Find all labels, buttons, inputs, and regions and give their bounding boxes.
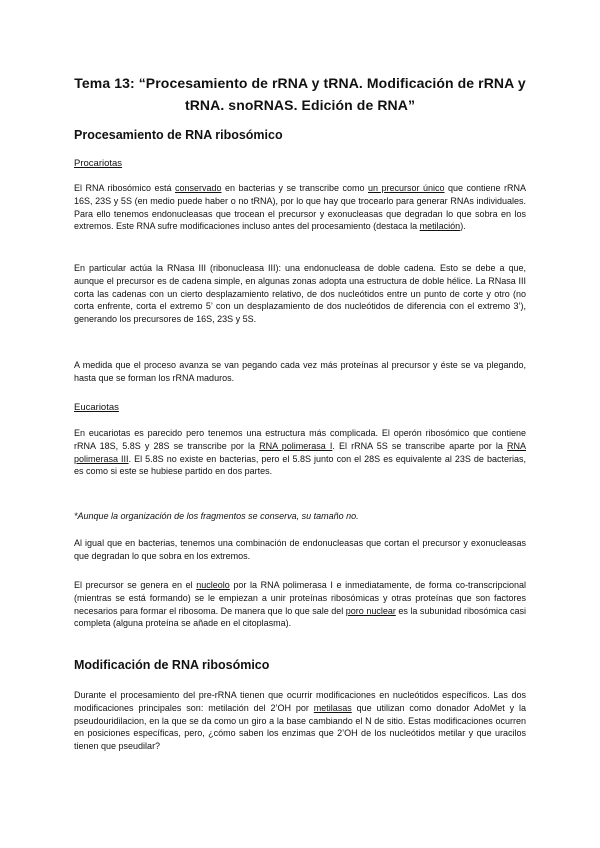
- text-run: en bacterias y se transcribe como: [221, 183, 368, 193]
- text-run: En eucariotas es parecido pero tenemos una estructura más complicada. El operón ribosómico que contiene rRNA 18S, 5.8S y 28S se transcribe por la: [74, 428, 526, 451]
- underlined-term: conservado: [174, 183, 222, 193]
- underlined-term: RNA polimerasa III: [74, 440, 526, 464]
- page-title: Tema 13: “Procesamiento de rRNA y tRNA. Modificación de rRNA y tRNA. snoRNAS. Edición de RNA”: [74, 75, 526, 113]
- text-run: Durante el procesamiento del pre-rRNA tienen que ocurrir modificaciones en nucleótidos específicos. Las dos modificaciones principales son: metilación del 2’OH por: [74, 690, 526, 713]
- underlined-term: metilasas: [313, 702, 352, 713]
- paragraph-procariotas-2: En particular actúa la RNasa III (ribonucleasa III): una endonucleasa de doble cadena. Esto se debe a que, aunque el precursor es de cadena simple, en algunas zonas adopta una estructura de doble hélice. La RNasa III corta las cadenas con un cierto desplazamiento relativo, de dos nucleótidos entre un punto de corte y otro (no corta enfrente, corta el extremo 5’ con un desplazamiento de dos nucleótidos de diferencia con el extremo 3’), generando los precursores de 16S, 23S y 5S.: [74, 263, 526, 325]
- underlined-term: un precursor único: [367, 183, 445, 193]
- text-run: El precursor se genera en el: [74, 580, 197, 590]
- subheading-procariotas: Procariotas: [74, 158, 123, 169]
- paragraph-procariotas-3: A medida que el proceso avanza se van pegando cada vez más proteínas al precursor y éste se va plegando, hasta que se forman los rRNA maduros.: [74, 360, 526, 383]
- italic-note: *Aunque la organización de los fragmentos se conserva, su tamaño no.: [74, 511, 359, 521]
- paragraph-modificacion-1: [74, 689, 526, 753]
- text-run: . El rRNA 5S se transcribe aparte por la: [332, 440, 507, 451]
- section-heading-procesamiento: Procesamiento de RNA ribosómico: [74, 128, 283, 142]
- paragraph-procariotas-1: [74, 182, 526, 233]
- text-run: que utilizan como donador AdoMet y la pseudouridilacion, en la que se da como un giro a la base cambiando el N de sitio. Estas modificaciones ocurren en posiciones específicas, pero, ¿cómo saben los enzimas que 2’OH de los nucleótidos metilar y que uracilos tienen que pseudilar?: [74, 702, 526, 752]
- text-run: es la subunidad ribosómica casi completa (alguna proteína se añade en el citoplasma).: [74, 605, 526, 629]
- text-run: El RNA ribosómico está: [74, 183, 175, 193]
- text-run: ).: [460, 221, 466, 232]
- underlined-term: poro nuclear: [345, 605, 396, 616]
- text-run: . El 5.8S no existe en bacterias, pero el 5.8S junto con el 28S es equivalente al 23S de bacterias, es como si este se hubiese partido en dos partes.: [74, 453, 526, 477]
- underlined-term: nucleolo: [196, 580, 230, 590]
- text-run: por la RNA polimerasa I e inmediatamente, de forma co-transcripcional (mientras se está formando) se le empiezan a unir proteínas ribosómicas y otras proteínas que son factores necesarios para formar el ribosoma. De manera que lo que sale del: [74, 580, 526, 616]
- paragraph-eucariotas-3: [74, 579, 526, 630]
- section-heading-modificacion: Modificación de RNA ribosómico: [74, 658, 270, 672]
- text-run: que contiene rRNA 16S, 23S y 5S (en medio puede haber o no tRNA), por lo que hay que trocearlo para generar RNAs individuales. Para ello tenemos endonucleasas que trocean el precursor y exonucleasas que degradan lo que sobra en los extremos. Este RNA sufre modificaciones incluso antes del procesamiento (destaca la: [74, 183, 526, 232]
- paragraph-eucariotas-2: Al igual que en bacterias, tenemos una combinación de endonucleasas que cortan el precursor y exonucleasas que degradan lo que sobra en los extremos.: [74, 538, 526, 561]
- subheading-eucariotas: Eucariotas: [74, 402, 119, 413]
- paragraph-eucariotas-1: [74, 427, 526, 478]
- underlined-term: metilación: [419, 221, 461, 232]
- underlined-term: RNA polimerasa I: [259, 440, 333, 451]
